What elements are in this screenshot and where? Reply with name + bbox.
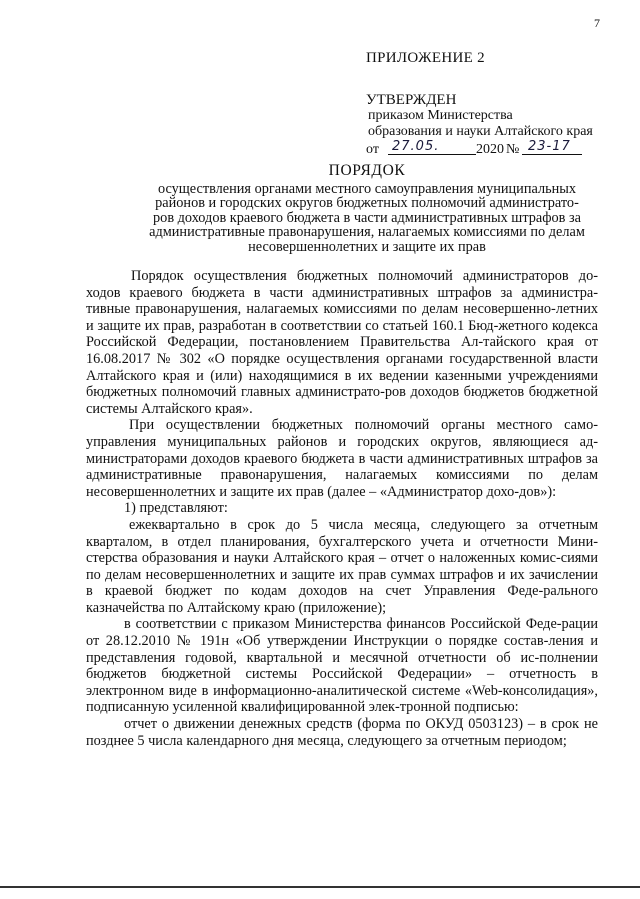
order-line: приказом Министерства: [368, 108, 513, 123]
paragraph-cash-flow-report: отчет о движении денежных средств (форма по ОКУД 0503123) – в срок не позднее 5 числа календарного дня месяца, следующего за отчетным периодом;: [86, 716, 598, 749]
scan-bottom-edge: [0, 886, 640, 888]
title-line: осуществления органами местного самоуправления муниципальных: [157, 180, 577, 197]
title-line: административные правонарушения, налагаемых комиссиями по делам: [149, 224, 585, 240]
document-title-block: [132, 164, 602, 254]
from-label: от: [366, 142, 379, 157]
document-title: ПОРЯДОК: [328, 162, 406, 179]
appendix-label: ПРИЛОЖЕНИЕ 2: [366, 50, 485, 66]
title-line: ров доходов краевого бюджета в части административных штрафов за: [153, 209, 581, 226]
paragraph-purpose: Порядок осуществления бюджетных полномочий администраторов до-ходов краевого бюджета в части административных штрафов за администра-тивные правонарушения, налагаемых комиссиями по делам несовершенно-летних и защите их прав, разработан в соответствии со статьей 160.1 Бюд-жетного кодекса Российской Федерации, постановлением Правительства Ал-тайского края от 16.08.2017 № 302 «О порядке осуществления органами государственной власти Алтайского края и (или) находящимися в их ведении казенными учреждениями бюджетных полномочий главных администрато-ров доходов бюджетов бюджетной системы Алтайского края».: [86, 268, 598, 417]
document-body: [86, 268, 598, 749]
order-line: образования и науки Алтайского края: [368, 124, 593, 139]
paragraph-powers: При осуществлении бюджетных полномочий органы местного само-управления муниципальных районов и городских округов, являющиеся ад-министраторами доходов краевого бюджета в части административных штрафов за административные правонарушения, налагаемых комиссиями по делам несовершеннолетних и защите их прав (далее – «Администратор дохо-дов»):: [86, 417, 598, 500]
page-number: 7: [594, 16, 600, 30]
title-line: районов и городских округов бюджетных полномочий администрато-: [155, 195, 579, 211]
list-item-provide: 1) представляют:: [124, 500, 228, 517]
order-date-line: [366, 139, 634, 160]
paragraph-quarterly-report: ежеквартально в срок до 5 числа месяца, следующего за отчетным кварталом, в отдел планирования, бухгалтерского учета и отчетности Мини-стерства образования и науки Алтайского края – отчет о наложенных комис-сиями по делам несовершеннолетних и защите их прав суммах штрафов и их зачислении в краевой бюджет по кодам доходов на счет Управления Феде-рального казначейства по Алтайскому краю (приложение);: [86, 516, 598, 616]
approved-label: УТВЕРЖДЕН: [366, 92, 457, 108]
handwritten-number: 23-17: [528, 139, 571, 154]
order-year: 2020: [476, 142, 504, 157]
approval-block: [366, 50, 634, 160]
title-line: несовершеннолетних и защите их прав: [248, 238, 486, 255]
paragraph-minfin-order: в соответствии с приказом Министерства финансов Российской Феде-рации от 28.12.2010 № 191н «Об утверждении Инструкции о порядке состав-ления и представления годовой, квартальной и месячной отчетности об ис-полнении бюджетов бюджетной системы Российской Федерации» – отчетность в электронном виде в информационно-аналитической системе «Web-консолидация», подписанную усиленной квалифицированной элек-тронной подписью:: [86, 616, 598, 716]
number-sign: №: [506, 142, 520, 157]
handwritten-date: 27.05.: [392, 139, 440, 154]
